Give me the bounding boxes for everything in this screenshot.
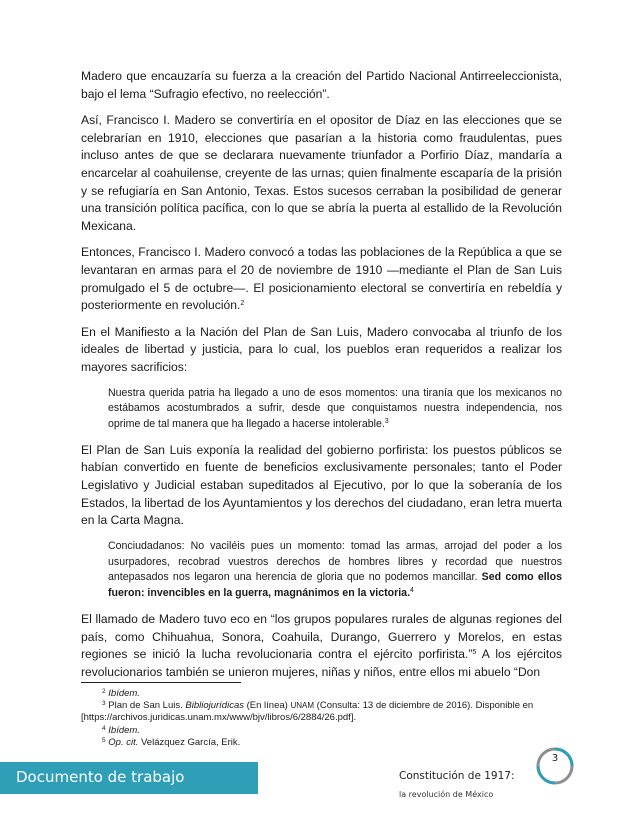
footnote-divider [81, 682, 241, 683]
paragraph-6: El llamado de Madero tuvo eco en “los grupos populares rurales de algunas regiones del país, como Chihuahua, Sonora, Coahuila, Durango, Guerrero y Morelos, en estas regiones se inició la lucha revolucionaria contra el ejército porfirista.”$^5$ A los ejércitos revolucionarios también se unieron mujeres, niñas y niños, entre ellos mi abuelo “Don [81, 612, 562, 679]
footnotes [81, 682, 562, 749]
paragraph-1: Madero que encauzaría su fuerza a la creación del Partido Nacional Antirreeleccionista, bajo el lema “Sufragio efectivo, no reelección”. [81, 69, 562, 101]
footnote-5: $^5$ Op. cit. Velázquez García, Erik. [102, 736, 241, 748]
page-number-ring-icon [535, 746, 575, 786]
block-quote-2: Conciudadanos: No vaciléis pues un momento: tomad las armas, arrojad del poder a los usurpadores, recobrad vuestros derechos de hombres libres y recordad que nuestros antepasados nos legaron una herencia de gloria que no podemos mancillar. Sed como ellos fueron: invencibles en la guerra, magnánimos en la victoria.$^4$ [108, 539, 562, 600]
footer-publication [399, 770, 515, 799]
paragraph-4: En el Manifiesto a la Nación del Plan de San Luis, Madero convocaba al triunfo de los ideales de libertad y justicia, para lo cual, los pueblos eran requeridos a realizar los mayores sacrificios: [81, 324, 562, 374]
paragraph-5: El Plan de San Luis exponía la realidad del gobierno porfirista: los puestos públicos se habían convertido en fuente de beneficios exclusivamente personales; tanto el Poder Legislativo y Judicial estaban supeditados al Ejecutivo, por lo que la soberanía de los Estados, la libertad de los Ayuntamientos y los derechos del ciudadano, eran letra muerta en la Carta Magna. [81, 442, 562, 528]
body-text [81, 68, 562, 690]
footnote-ref-2[interactable]: 2 [240, 300, 245, 308]
paragraph-2: Así, Francisco I. Madero se convertiría en el opositor de Díaz en las elecciones que se celebrarían en 1910, elecciones que pasarían a la historia como fraudulentas, pues incluso antes de que se declarara nuevamente triunfador a Porfirio Díaz, mandaría a encarcelar al coahuilense, creyente de las urnas; quien finalmente escaparía de la prisión y se refugiaría en San Antonio, Texas. Estos sucesos cerraban la posibilidad de generar una transición política pacífica, con lo que se abría la puerta al estallido de la Revolución Mexicana. [81, 113, 562, 233]
footnote-3: $^3$ Plan de San Luis. Bibliojurídicas (En línea) UNAM (Consulta: 13 de diciembre de 2016). Disponible en [https://archivos.juridicas.unam.mx/www/bjv/libros/6/2884/26.pdf]. [81, 700, 534, 724]
footer-subtitle: la revolución de México [399, 790, 494, 799]
footnote-ref-4[interactable]: 4 [410, 587, 414, 595]
footer-title: Constitución de 1917: [399, 770, 515, 782]
quote-bold-text: Sed como ellos fueron: invencibles en la guerra, magnánimos en la victoria. [108, 571, 562, 600]
footnote-ref-5[interactable]: 5 [472, 649, 477, 657]
block-quote-1: Nuestra querida patria ha llegado a uno de esos momentos: una tiranía que los mexicanos no estábamos acostumbrados a sufrir, desde que conquistamos nuestra independencia, nos oprime de tal manera que ha llegado a hacerse intolerable.$^3$ [108, 386, 562, 431]
paragraph-3: Entonces, Francisco I. Madero convocó a todas las poblaciones de la República a que se levantaran en armas para el 20 de noviembre de 1910 —mediante el Plan de San Luis promulgado el 5 de octubre—. El posicionamiento electoral se convertiría en rebeldía y posteriormente en revolución.$^2$ [81, 245, 562, 313]
page-number: 3 [551, 753, 559, 764]
footnote-ref-3[interactable]: 3 [384, 418, 389, 426]
footer-band-label: Documento de trabajo [16, 768, 185, 786]
footnote-2: $^2$ Ibídem. [102, 688, 140, 699]
footer-band [0, 762, 258, 794]
footnote-4: $^4$ Ibídem. [102, 724, 140, 736]
